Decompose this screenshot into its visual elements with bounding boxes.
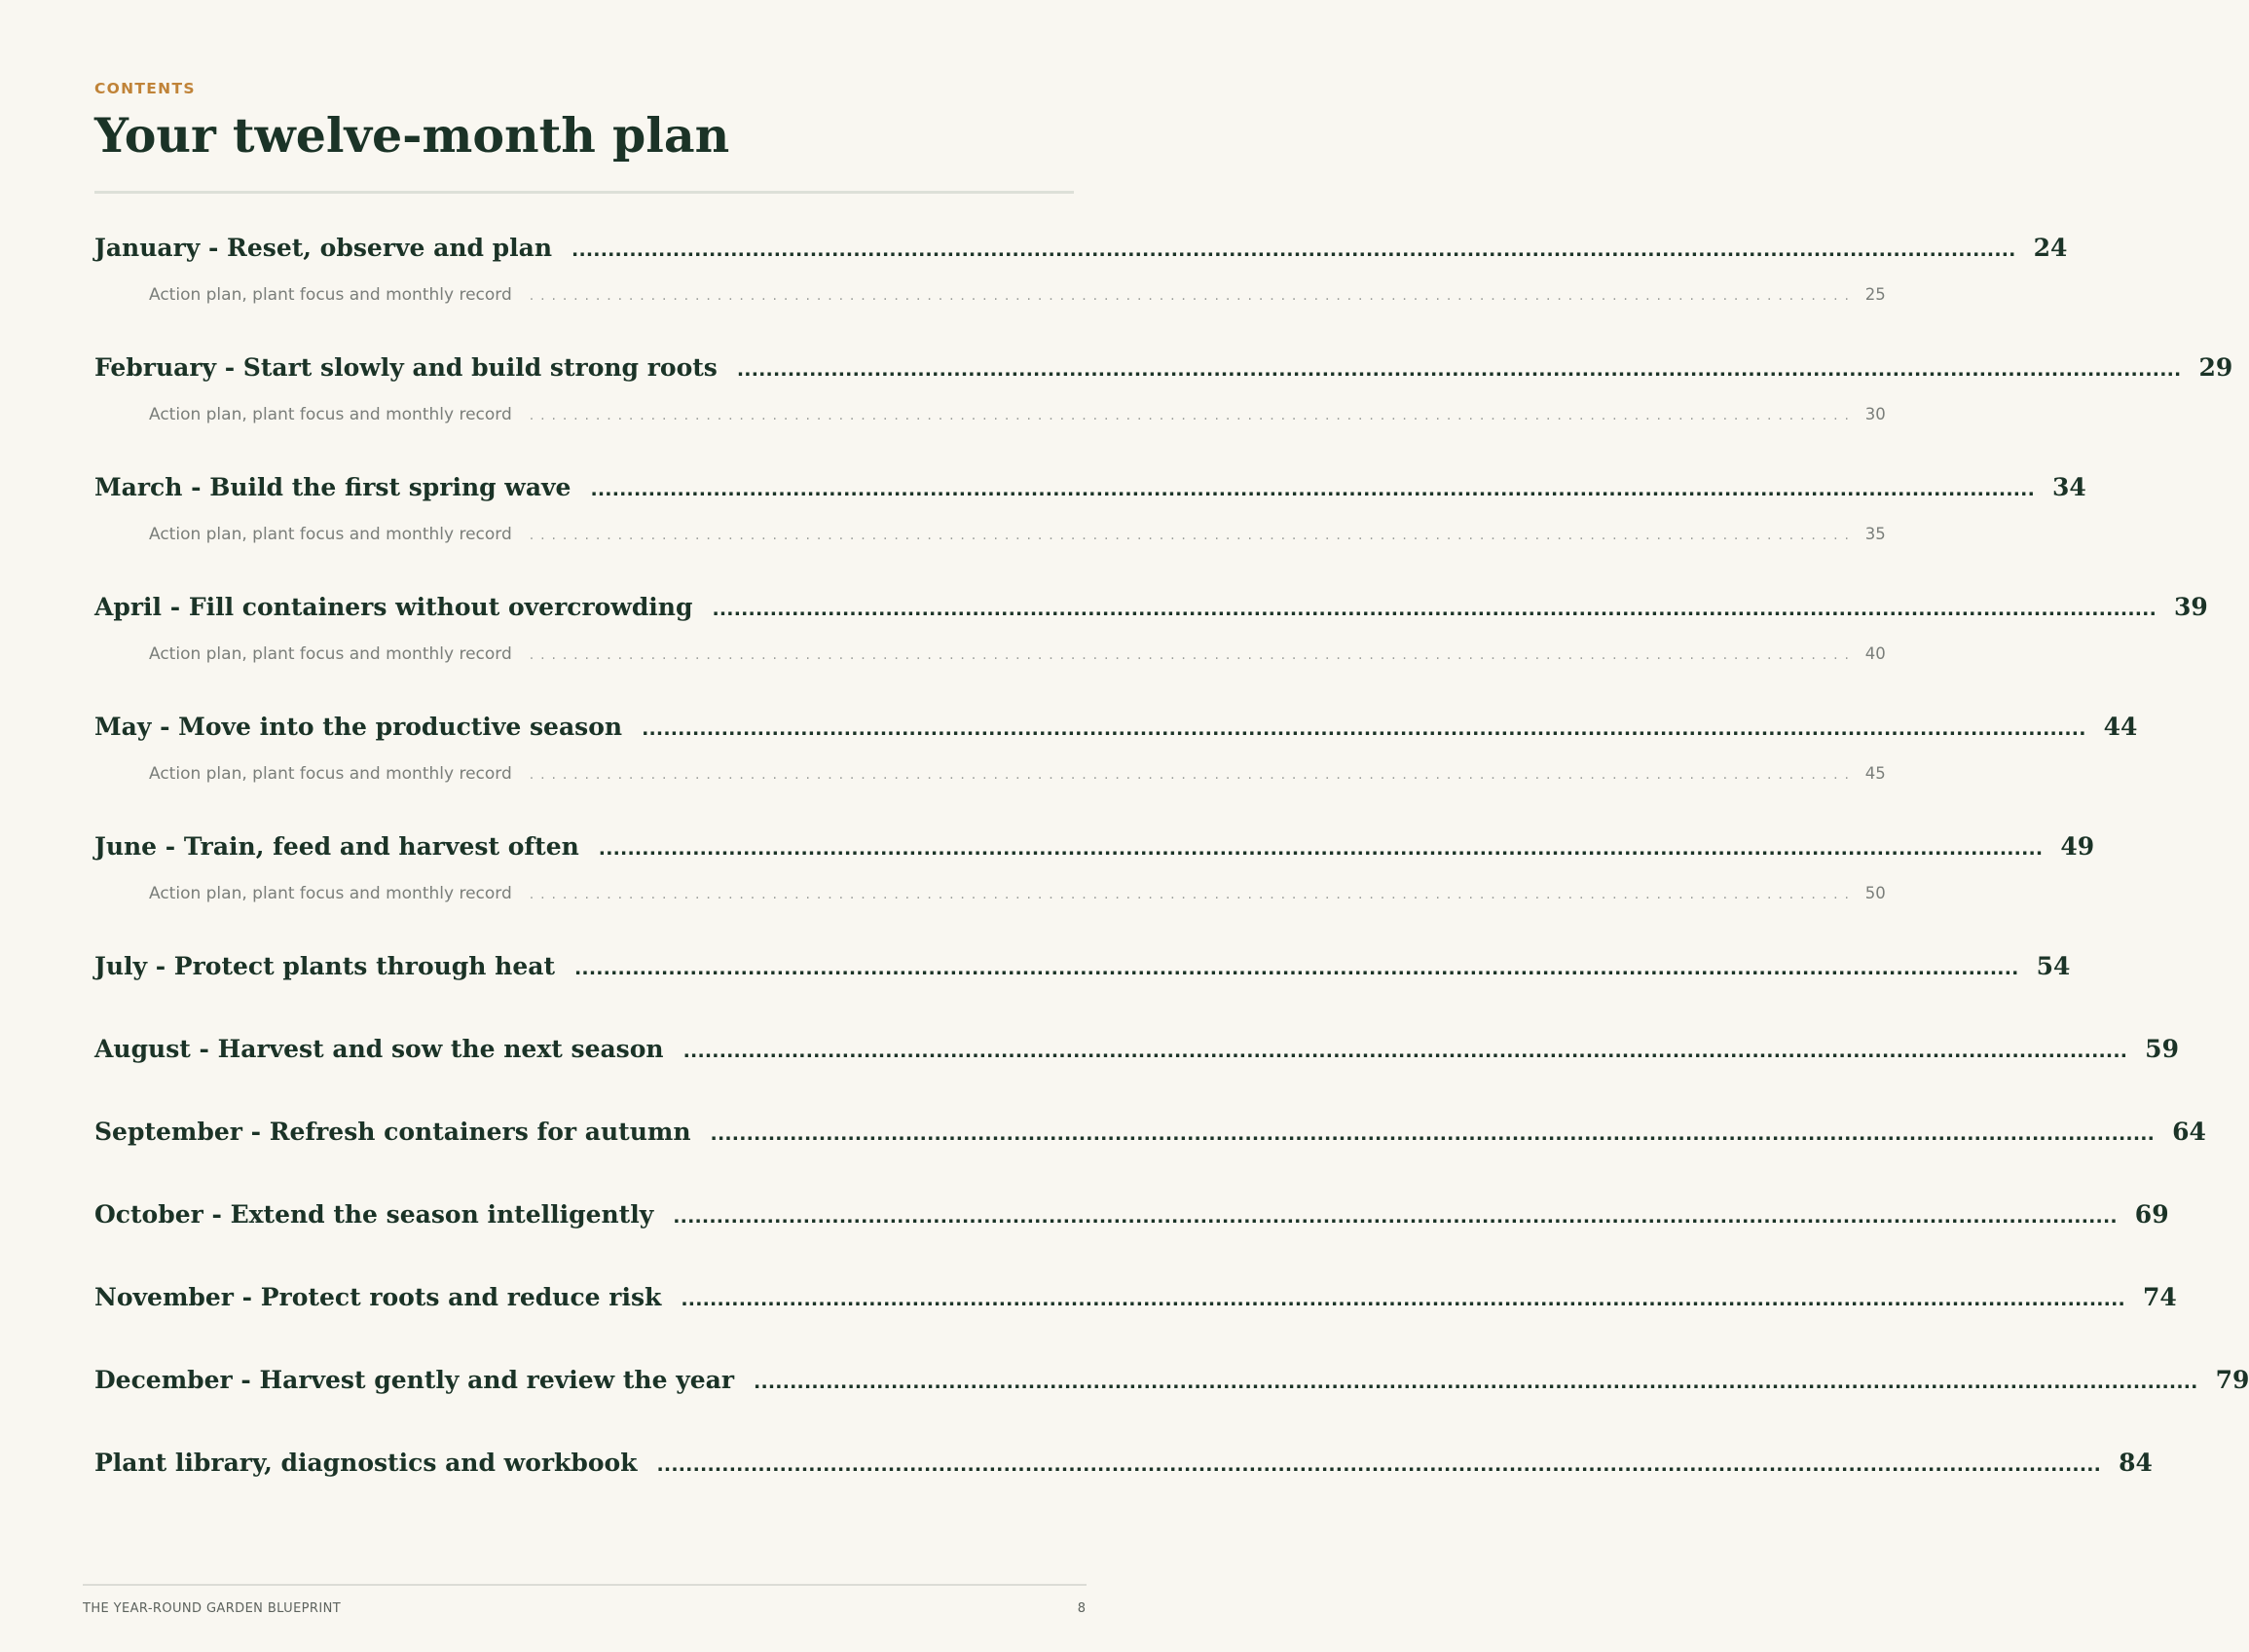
toc-entry[interactable]	[94, 942, 2071, 991]
dot-leader: ........................................................................................................................	[529, 408, 1856, 423]
toc-entry-label: July - Protect plants through heat	[94, 952, 555, 980]
footer-page-number: 8	[1077, 1601, 1086, 1616]
toc-entry-label: November - Protect roots and reduce risk	[94, 1283, 662, 1311]
toc-subentry-label: Action plan, plant focus and monthly record	[149, 525, 512, 544]
toc-entry-page: 29	[2198, 353, 2233, 382]
toc-entry-label: May - Move into the productive season	[94, 713, 623, 741]
toc-subentry[interactable]	[94, 512, 1886, 557]
toc-subentry-label: Action plan, plant focus and monthly record	[149, 285, 512, 305]
dot-leader: ........................................................................................................................................................................................................	[754, 1372, 2198, 1393]
toc-entry[interactable]	[94, 1108, 2206, 1156]
toc-entry[interactable]	[94, 703, 2138, 752]
dot-leader: ........................................................................................................................	[529, 528, 1856, 543]
toc-subentry-label: Action plan, plant focus and monthly record	[149, 884, 512, 903]
toc-subentry-label: Action plan, plant focus and monthly record	[149, 644, 512, 664]
toc-subentry-page: 45	[1864, 764, 1886, 783]
dot-leader: ........................................................................................................................	[529, 887, 1856, 902]
toc-subentry-page: 50	[1864, 884, 1886, 902]
page-title: Your twelve-month plan	[94, 107, 730, 164]
toc-subentry[interactable]	[94, 632, 1886, 677]
toc-entry-label: February - Start slowly and build strong roots	[94, 353, 718, 382]
toc-entry[interactable]	[94, 344, 2233, 392]
section-eyebrow: CONTENTS	[94, 80, 196, 97]
footer-divider	[83, 1584, 1087, 1586]
toc-subentry-page: 25	[1864, 285, 1886, 304]
toc-subentry-page: 35	[1864, 525, 1886, 543]
title-divider	[94, 191, 1074, 194]
dot-leader: ........................................................................................................................................................................................................	[574, 958, 2019, 979]
dot-leader: ........................................................................................................................	[529, 767, 1856, 783]
dot-leader: ........................................................................................................................................................................................................	[656, 1454, 2102, 1476]
toc-entry-page: 39	[2174, 593, 2208, 621]
toc-entry-label: October - Extend the season intelligently	[94, 1200, 654, 1229]
toc-entry-label: August - Harvest and sow the next season	[94, 1035, 664, 1063]
toc-entry-page: 24	[2033, 234, 2068, 262]
toc-subentry[interactable]	[94, 752, 1886, 796]
dot-leader: ........................................................................................................................................................................................................	[673, 1206, 2118, 1228]
toc-entry[interactable]	[94, 1439, 2153, 1487]
toc-entry-page: 59	[2145, 1035, 2179, 1063]
toc-entry-page: 34	[2052, 473, 2086, 501]
toc-entry[interactable]	[94, 1191, 2169, 1239]
toc-entry[interactable]	[94, 463, 2086, 512]
dot-leader: ........................................................................................................................	[529, 647, 1856, 663]
toc-entry[interactable]	[94, 1273, 2177, 1322]
toc-entry-label: December - Harvest gently and review the year	[94, 1366, 735, 1394]
dot-leader: ........................................................................................................................................................................................................	[736, 359, 2182, 381]
toc-entry[interactable]	[94, 224, 2068, 273]
toc-entry-page: 64	[2172, 1118, 2206, 1146]
toc-entry[interactable]	[94, 823, 2095, 871]
toc-subentry-page: 30	[1864, 405, 1886, 423]
dot-leader: ........................................................................................................................................................................................................	[681, 1289, 2125, 1310]
toc-entry-label: June - Train, feed and harvest often	[94, 832, 579, 861]
dot-leader: ........................................................................................................................................................................................................	[682, 1041, 2128, 1062]
toc-subentry[interactable]	[94, 273, 1886, 317]
dot-leader: ........................................................................................................................................................................................................	[571, 239, 2016, 261]
table-of-contents	[94, 224, 2249, 1487]
toc-entry-page: 49	[2060, 832, 2095, 861]
toc-subentry[interactable]	[94, 392, 1886, 437]
toc-entry-page: 79	[2215, 1366, 2249, 1394]
dot-leader: ........................................................................................................................................................................................................	[712, 599, 2157, 620]
toc-entry[interactable]	[94, 1025, 2179, 1074]
toc-subentry-label: Action plan, plant focus and monthly record	[149, 405, 512, 424]
dot-leader: ........................................................................................................................................................................................................	[590, 479, 2036, 500]
toc-entry-label: September - Refresh containers for autumn	[94, 1118, 691, 1146]
toc-entry-page: 44	[2103, 713, 2138, 741]
toc-entry[interactable]	[94, 1356, 2249, 1405]
dot-leader: ........................................................................................................................................................................................................	[642, 718, 2086, 740]
toc-entry-label: March - Build the first spring wave	[94, 473, 571, 501]
dot-leader: ........................................................................................................................	[529, 288, 1856, 304]
toc-subentry-label: Action plan, plant focus and monthly record	[149, 764, 512, 784]
dot-leader: ........................................................................................................................................................................................................	[710, 1123, 2156, 1145]
toc-entry-label: April - Fill containers without overcrowding	[94, 593, 693, 621]
toc-subentry[interactable]	[94, 871, 1886, 916]
toc-entry-label: January - Reset, observe and plan	[94, 234, 553, 262]
toc-subentry-page: 40	[1864, 644, 1886, 663]
footer-book-title: THE YEAR-ROUND GARDEN BLUEPRINT	[83, 1601, 342, 1616]
toc-entry-page: 69	[2134, 1200, 2169, 1229]
toc-entry-label: Plant library, diagnostics and workbook	[94, 1449, 638, 1477]
toc-entry[interactable]	[94, 583, 2208, 632]
toc-entry-page: 84	[2119, 1449, 2153, 1477]
dot-leader: ........................................................................................................................................................................................................	[598, 838, 2044, 860]
toc-entry-page: 74	[2142, 1283, 2177, 1311]
toc-entry-page: 54	[2036, 952, 2071, 980]
